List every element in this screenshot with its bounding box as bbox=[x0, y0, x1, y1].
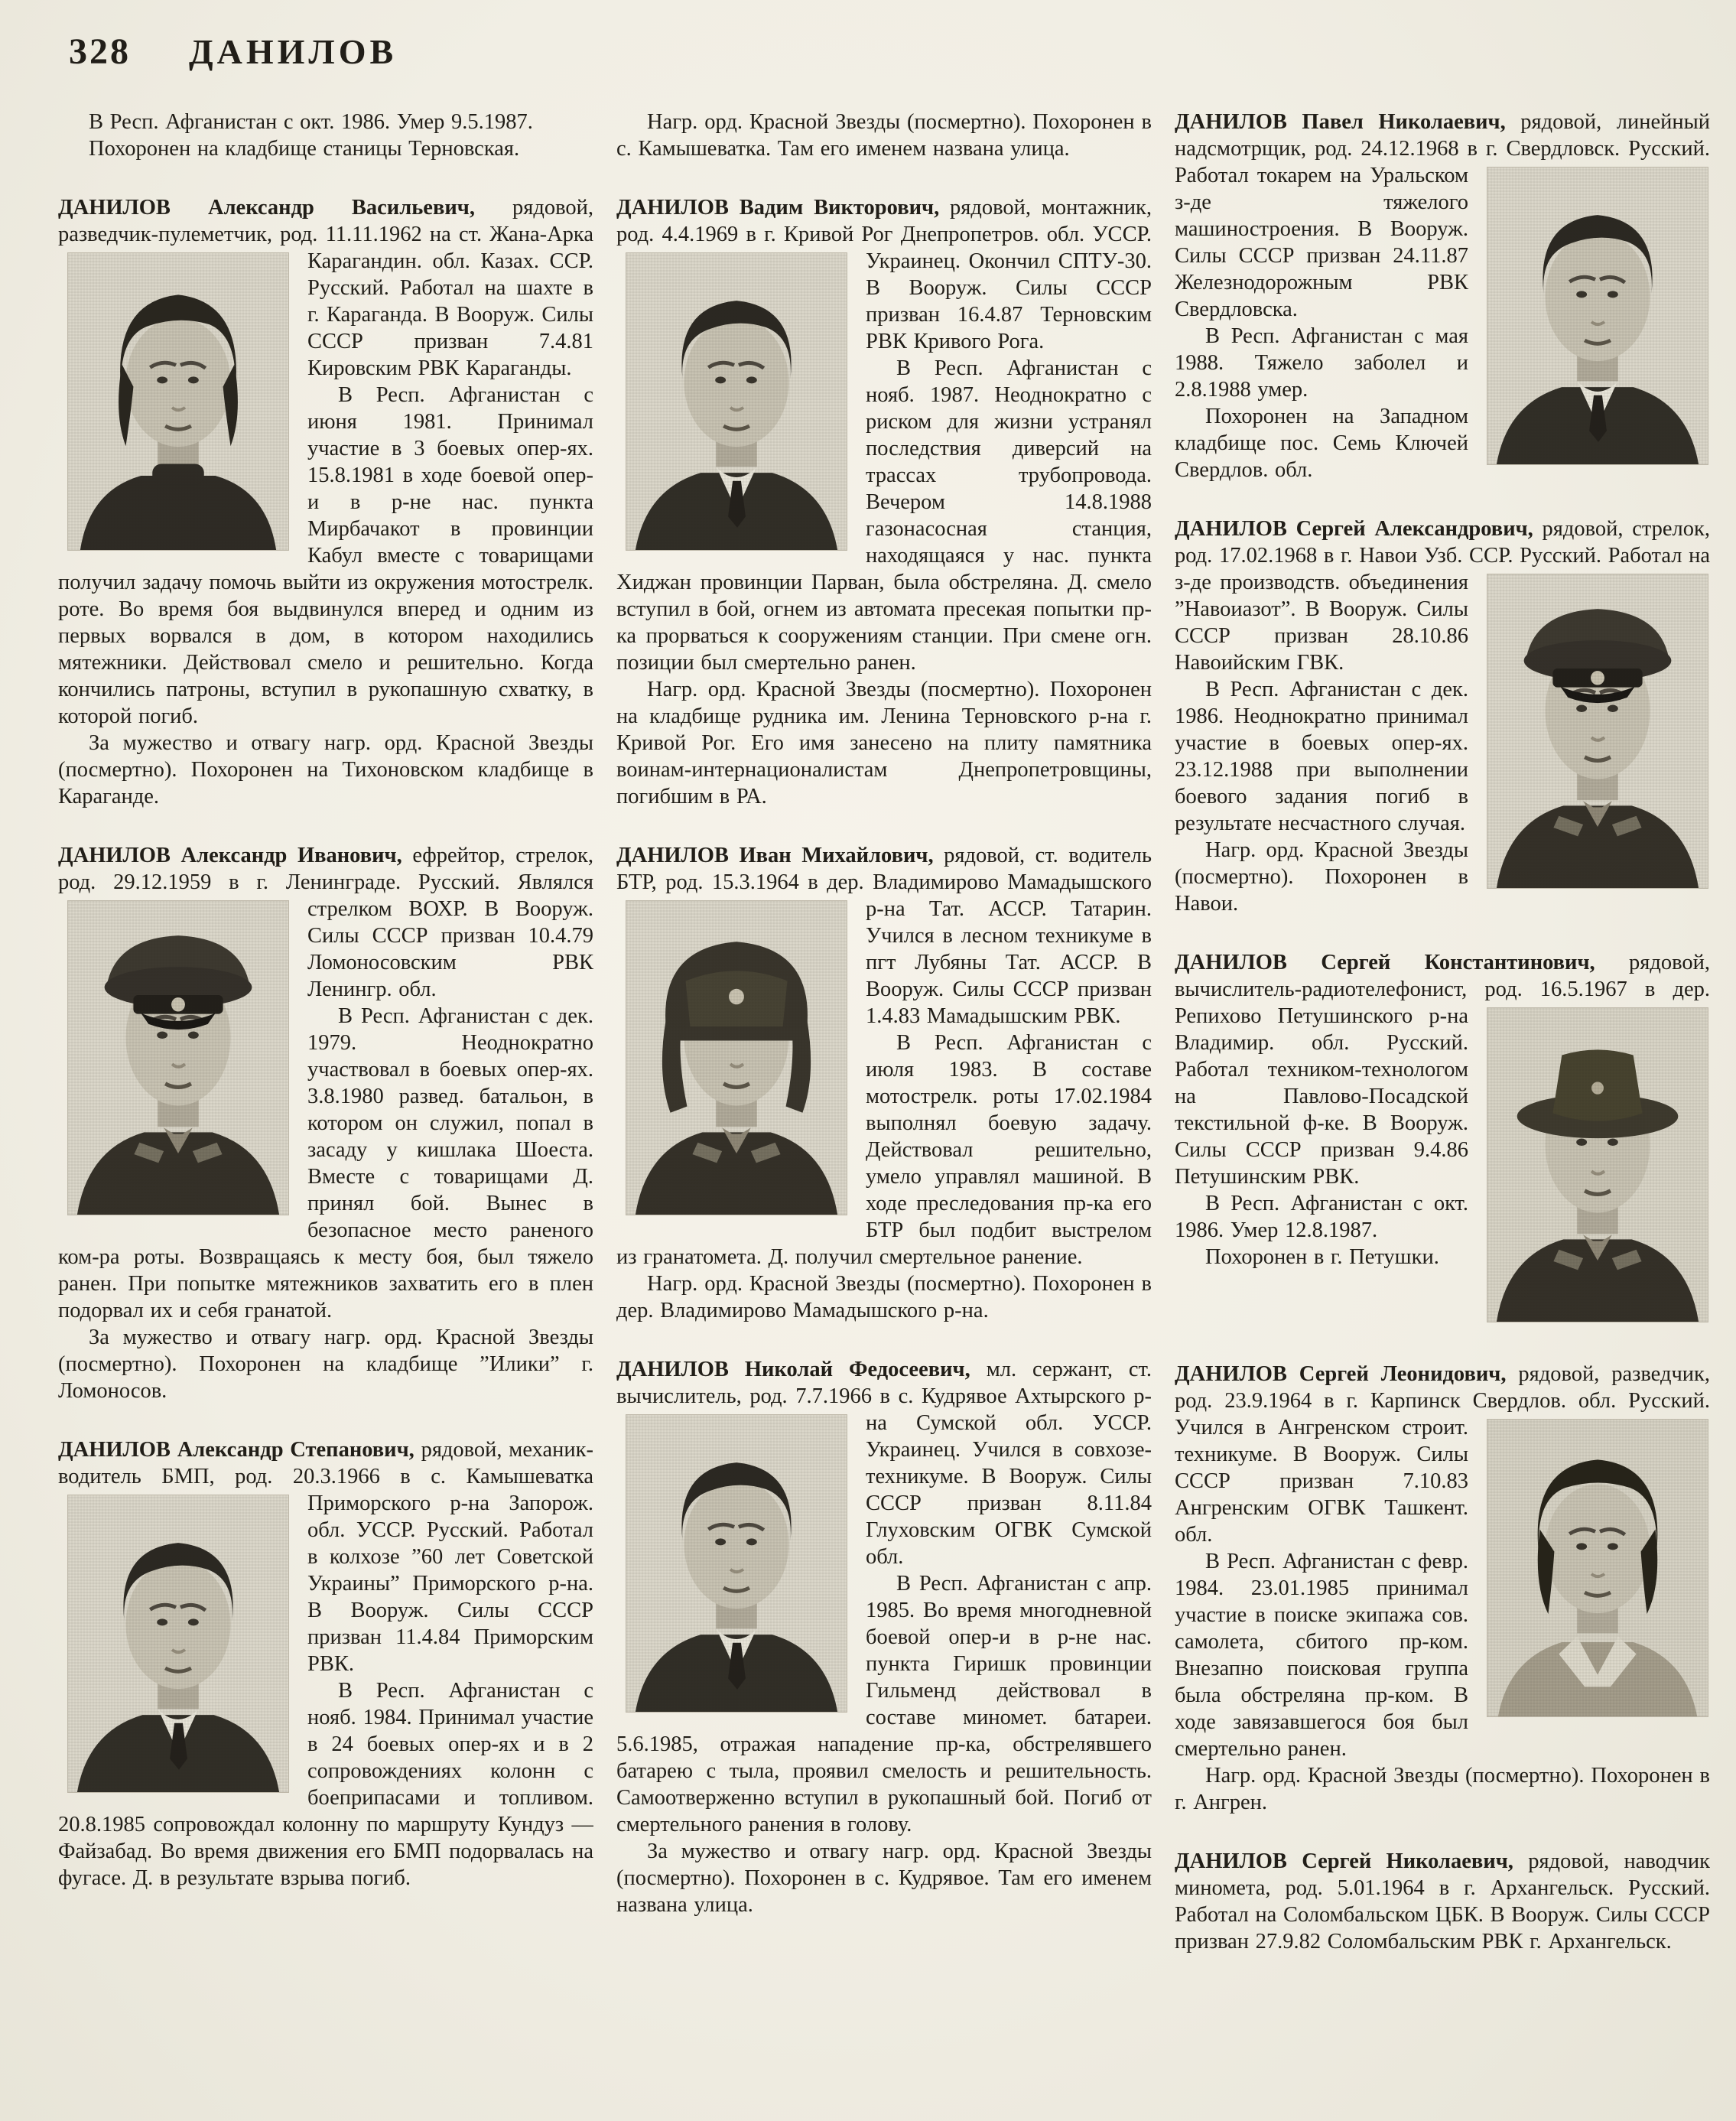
entry-paragraph: В Респ. Афганистан с нояб. 1984. Принимал участие в 24 боевых опер-ях и в 2 сопровождениях колонн с боеприпасами и топливом. 20.8.1985 сопровождал колонну по маршруту Кундуз — Файзабад. Во время движения его БМП подорвалась на фугасе. Д. в результате взрыва погиб. bbox=[58, 1679, 593, 1890]
portrait-suit-icon bbox=[626, 1415, 847, 1712]
entry-name: ДАНИЛОВ Сергей Николаевич, bbox=[1175, 1849, 1513, 1873]
columns bbox=[0, 78, 1736, 1955]
portrait-photo bbox=[67, 252, 289, 551]
column-3 bbox=[1175, 109, 1710, 1955]
entry-danilov-aleksandr-vasilievich bbox=[58, 194, 593, 810]
portrait-civilian-icon bbox=[68, 253, 288, 550]
entry-name: ДАНИЛОВ Александр Степанович, bbox=[58, 1438, 414, 1462]
entry-name: ДАНИЛОВ Сергей Леонидович, bbox=[1175, 1362, 1507, 1386]
entry-paragraph: Нагр. орд. Красной Звезды (посмертно). Похоронен в г. Ангрен. bbox=[1175, 1764, 1710, 1814]
entry-intro: рядовой, монтажник, род. 4.4.1969 в г. Кривой Рог Днепропетров. обл. УССР. Украинец. Окончил СПТУ-30. В Вооруж. Силы СССР призван 16.4.87 Терновским РВК Кривого Рога. bbox=[616, 196, 1152, 353]
entry-paragraph: За мужество и отвагу нагр. орд. Красной Звезды (посмертно). Похоронен в с. Кудрявое. Там его именем названа улица. bbox=[616, 1840, 1152, 1917]
entry-name: ДАНИЛОВ Павел Николаевич, bbox=[1175, 110, 1506, 134]
page-header-surname: ДАНИЛОВ bbox=[189, 32, 398, 71]
entry-paragraph: В Респ. Афганистан с дек. 1986. Неоднократно принимал участие в боевых опер-ях. 23.12.1988 при выполнении боевого задания погиб в результате несчастного случая. bbox=[1175, 678, 1468, 835]
entry-paragraph: За мужество и отвагу нагр. орд. Красной Звезды (посмертно). Похоронен на Тихоновском кладбище в Караганде. bbox=[58, 731, 593, 808]
entry-name: ДАНИЛОВ Сергей Константинович, bbox=[1175, 951, 1595, 974]
entry-name: ДАНИЛОВ Сергей Александрович, bbox=[1175, 517, 1533, 541]
portrait-civilian-icon bbox=[1487, 168, 1708, 464]
entry-paragraph: Нагр. орд. Красной Звезды (посмертно). Похоронен в дер. Владимирово Мамадышского р-на. bbox=[616, 1272, 1152, 1322]
portrait-hat-icon bbox=[1487, 1008, 1708, 1322]
entry-danilov-aleksandr-ivanovich bbox=[58, 842, 593, 1404]
portrait-photo bbox=[1487, 167, 1708, 465]
entry-paragraph: Похоронен на Западном кладбище пос. Семь Ключей Свердлов. обл. bbox=[1175, 405, 1468, 482]
entry-paragraph: За мужество и отвагу нагр. орд. Красной Звезды (посмертно). Похоронен на кладбище ”Илики” г. Ломоносов. bbox=[58, 1326, 593, 1403]
portrait-photo bbox=[1487, 1007, 1708, 1322]
column-2 bbox=[616, 109, 1152, 1918]
portrait-suit-icon bbox=[626, 253, 847, 550]
entry-danilov-ivan-mikhailovich bbox=[616, 842, 1152, 1324]
entry-danilov-nikolai-fedoseevich bbox=[616, 1356, 1152, 1918]
portrait-photo bbox=[1487, 1419, 1708, 1717]
portrait-photo bbox=[67, 1495, 289, 1793]
portrait-photo bbox=[1487, 574, 1708, 889]
column-1 bbox=[58, 109, 593, 1892]
portrait-photo bbox=[626, 252, 847, 551]
entry-intro: рядовой, ст. водитель БТР, род. 15.3.1964 в дер. Владимирово Мамадышского р-на Тат. АССР. Татарин. Учился в лесном техникуме в пгт Лубяны Тат. АССР. В Вооруж. Силы СССР призван 1.4.83 Мамадышским РВК. bbox=[616, 844, 1152, 1028]
entry-paragraph: В Респ. Афганистан с нояб. 1987. Неоднократно с риском для жизни устранял последствия диверсий на трассах трубопровода. Вечером 14.8.1988 газонасосная станция, находящаяся у нас. пункта Хиджан провинции Парван, была обстреляна. Д. смело вступил в бой, огнем из автомата пресекая попытки пр-ка прорваться к сооружениям станции. При смене огн. позиции был смертельно ранен. bbox=[616, 356, 1152, 675]
continuation-paragraph: Похоронен на кладбище станицы Терновская. bbox=[89, 137, 520, 161]
portrait-peaked-cap-icon bbox=[68, 901, 288, 1215]
entry-name: ДАНИЛОВ Александр Васильевич, bbox=[58, 196, 475, 220]
entry-danilov-sergei-konstantinovich bbox=[1175, 949, 1710, 1329]
entry-name: ДАНИЛОВ Вадим Викторович, bbox=[616, 196, 940, 220]
page-number: 328 bbox=[69, 31, 131, 72]
entry-paragraph: Похоронен в г. Петушки. bbox=[1205, 1245, 1439, 1269]
portrait-ushanka-icon bbox=[626, 901, 847, 1215]
entry-paragraph: Нагр. орд. Красной Звезды (посмертно). Похоронен на кладбище рудника им. Ленина Терновского р-на г. Кривой Рог. Его имя занесено на плиту памятника воинам-интернационалистам Днепропетровщины, погибшим в РА. bbox=[616, 678, 1152, 808]
portrait-photo bbox=[67, 900, 289, 1215]
entry-intro: ефрейтор, стрелок, род. 29.12.1959 в г. Ленинграде. Русский. Являлся стрелком ВОХР. В Вооруж. Силы СССР призван 10.4.79 Ломоносовским РВК Ленингр. обл. bbox=[58, 844, 593, 1001]
portrait-open-shirt-icon bbox=[1487, 1420, 1708, 1716]
entry-danilov-sergei-nikolaevich bbox=[1175, 1848, 1710, 1955]
entry-paragraph: В Респ. Афганистан с дек. 1979. Неоднократно участвовал в боевых опер-ях. 3.8.1980 развед. батальон, в котором он служил, попал в засаду у кишлака Шоеста. Вместе с товарищами Д. принял бой. Вынес в безопасное место раненого ком-ра роты. Возвращаясь к месту боя, был тяжело ранен. При попытке мятежников захватить его в плен подорвал их и себя гранатой. bbox=[58, 1004, 593, 1322]
entry-intro: рядовой, механик-водитель БМП, род. 20.3.1966 в с. Камышеватка Приморского р-на Запорож. обл. УССР. Русский. Работал в колхозе ”60 лет Советской Украины” Приморского р-на. В Вооруж. Силы СССР призван 11.4.84 Приморским РВК. bbox=[58, 1438, 593, 1676]
portrait-photo bbox=[626, 900, 847, 1215]
entry-intro: рядовой, разведчик, род. 23.9.1964 в г. Карпинск Свердлов. обл. Русский. Учился в Ангренском строит. техникуме. В Вооруж. Силы СССР призван 7.10.83 Ангренским ОГВК Ташкент. обл. bbox=[1175, 1362, 1710, 1547]
continuation-paragraph: В Респ. Афганистан с окт. 1986. Умер 9.5.1987. bbox=[89, 110, 533, 134]
page-header bbox=[0, 0, 1736, 78]
entry-paragraph bbox=[1175, 1848, 1710, 1955]
entry-intro: рядовой, вычислитель-радиотелефонист, род. 16.5.1967 в дер. Репихово Петушинского р-на Владимир. обл. Русский. Работал техником-технологом на Павлово-Посадской текстильной ф-ке. В Вооруж. Силы СССР призван 9.4.86 Петушинским РВК. bbox=[1175, 951, 1710, 1189]
entry-danilov-pavel-nikolaevich bbox=[1175, 109, 1710, 483]
entry-danilov-sergei-leonidovich bbox=[1175, 1361, 1710, 1816]
portrait-photo bbox=[626, 1414, 847, 1713]
portrait-peaked-cap-icon bbox=[1487, 574, 1708, 888]
entry-danilov-vadim-viktorovich bbox=[616, 194, 1152, 810]
entry-intro: рядовой, разведчик-пулеметчик, род. 11.11.1962 на ст. Жана-Арка Карагандин. обл. Казах. ССР. Русский. Работал на шахте в г. Караганда. В Вооруж. Силы СССР призван 7.4.81 Кировским РВК Караганды. bbox=[58, 196, 593, 380]
entry-danilov-sergei-aleksandrovich bbox=[1175, 516, 1710, 917]
entry-paragraph: В Респ. Афганистан с июля 1983. В составе мотострелк. роты 17.02.1984 выполнял боевую задачу. Действовал решительно, умело управлял машиной. В ходе преследования пр-ка его БТР был подбит выстрелом из гранатомета. Д. получил смертельное ранение. bbox=[616, 1031, 1152, 1269]
continuation-paragraph: Нагр. орд. Красной Звезды (посмертно). Похоронен в с. Камышеватка. Там его именем названа улица. bbox=[616, 110, 1152, 161]
entry-paragraph: В Респ. Афганистан с мая 1988. Тяжело заболел и 2.8.1988 умер. bbox=[1175, 324, 1468, 402]
entry-paragraph: В Респ. Афганистан с февр. 1984. 23.01.1985 принимал участие в поиске экипажа сов. самолета, сбитого пр-ком. Внезапно поисковая группа была обстреляна пр-ком. В ходе завязавшегося боя был смертельно ранен. bbox=[1175, 1550, 1468, 1761]
entry-name: ДАНИЛОВ Александр Иванович, bbox=[58, 844, 402, 867]
entry-paragraph: В Респ. Афганистан с июня 1981. Принимал участие в 3 боевых опер-ях. 15.8.1981 в ходе боевой опер-и в р-не нас. пункта Мирбачакот в провинции Кабул вместе с товарищами получил задачу помочь выйти из окружения мотострелк. роте. Во время боя выдвинулся вперед и одним из первых ворвался в дом, в котором находились мятежники. Действовал смело и решительно. Когда кончились патроны, вступил в рукопашную схватку, в которой погиб. bbox=[58, 383, 593, 728]
entry-intro: рядовой, стрелок, род. 17.02.1968 в г. Навои Узб. ССР. Русский. Работал на з-де производств. объединения ”Навоиазот”. В Вооруж. Силы СССР призван 28.10.86 Навоийским ГВК. bbox=[1175, 517, 1710, 675]
entry-name: ДАНИЛОВ Николай Федосеевич, bbox=[616, 1358, 970, 1381]
portrait-suit-icon bbox=[68, 1495, 288, 1792]
entry-name: ДАНИЛОВ Иван Михайлович, bbox=[616, 844, 934, 867]
entry-danilov-aleksandr-stepanovich bbox=[58, 1436, 593, 1892]
entry-intro: мл. сержант, ст. вычислитель, род. 7.7.1966 в с. Кудрявое Ахтырского р-на Сумской обл. УССР. Украинец. Учился в совхозе-техникуме. В Вооруж. Силы СССР призван 8.11.84 Глуховским ОГВК Сумской обл. bbox=[616, 1358, 1152, 1569]
entry-intro: рядовой, наводчик миномета, род. 5.01.1964 в г. Архангельск. Русский. Работал на Соломбальском ЦБК. В Вооруж. Силы СССР призван 27.9.82 Соломбальским РВК г. Архангельск. bbox=[1175, 1849, 1710, 1953]
entry-paragraph: Нагр. орд. Красной Звезды (посмертно). Похоронен в Навои. bbox=[1175, 838, 1468, 916]
entry-paragraph: В Респ. Афганистан с апр. 1985. Во время многодневной боевой опер-и в р-не нас. пункта Гиришк провинции Гильменд действовал в составе миномет. батареи. 5.6.1985, отражая нападение пр-ка, обстрелявшего батарею с тыла, проявил смелость и решительность. Самоотверженно вступил в рукопашный бой. Погиб от смертельного ранения в голову. bbox=[616, 1572, 1152, 1836]
entry-paragraph: В Респ. Афганистан с окт. 1986. Умер 12.8.1987. bbox=[1175, 1192, 1468, 1242]
entry-intro: рядовой, линейный надсмотрщик, род. 24.12.1968 в г. Свердловск. Русский. Работал токарем на Уральском з-де тяжелого машиностроения. В Вооруж. Силы СССР призван 24.11.87 Железнодорожным РВК Свердловска. bbox=[1175, 110, 1710, 321]
